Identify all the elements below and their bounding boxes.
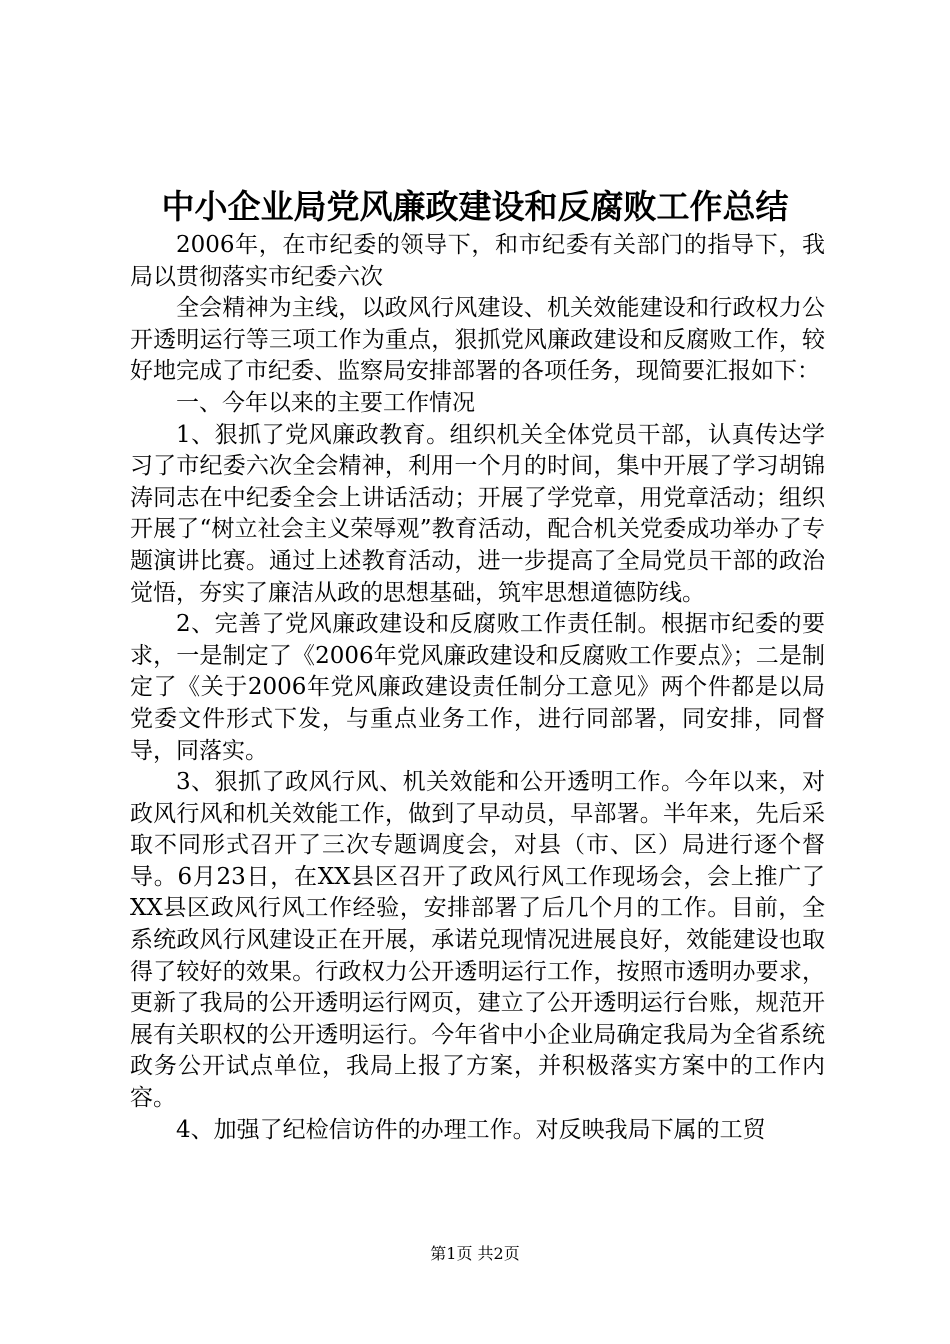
section-heading: 一、今年以来的主要工作情况 xyxy=(176,389,475,416)
paragraph-item-2: 2、完善了党风廉政建设和反腐败工作责任制。根据市纪委的要求，一是制定了《2006年党风廉政建设和反腐败工作要点》；二是制定了《关于2006年党风廉政建设责任制分工意见》两个件都是以局党委文件形式下发，与重点业务工作，进行同部署，同安排，同督导，同落实。 xyxy=(130,611,825,764)
paragraph-intro: 2006年，在市纪委的领导下，和市纪委有关部门的指导下，我局以贯彻落实市纪委六次 xyxy=(130,232,825,290)
document-title: 中小企业局党风廉政建设和反腐败工作总结 xyxy=(161,187,789,226)
document-body xyxy=(130,230,825,1146)
paragraph-item-1: 1、狠抓了党风廉政教育。组织机关全体党员干部，认真传达学习了市纪委六次全会精神，利用一个月的时间，集中开展了学习胡锦涛同志在中纪委全会上讲话活动；开展了学党章，用党章活动；组织开展了“树立社会主义荣辱观”教育活动，配合机关党委成功举办了专题演讲比赛。通过上述教育活动，进一步提高了全局党员干部的政治觉悟，夯实了廉洁从政的思想基础，筑牢思想道德防线。 xyxy=(130,421,825,606)
paragraph-item-3: 3、狠抓了政风行风、机关效能和公开透明工作。今年以来，对政风行风和机关效能工作，做到了早动员，早部署。半年来，先后采取不同形式召开了三次专题调度会，对县（市、区）局进行逐个督导。6月23日，在XX县区召开了政风行风工作现场会，会上推广了XX县区政风行风工作经验，安排部署了后几个月的工作。目前，全系统政风行风建设正在开展，承诺兑现情况进展良好，效能建设也取得了较好的效果。行政权力公开透明运行工作，按照市透明办要求，更新了我局的公开透明运行网页，建立了公开透明运行台账，规范开展有关职权的公开透明运行。今年省中小企业局确定我局为全省系统政务公开试点单位，我局上报了方案，并积极落实方案中的工作内容。 xyxy=(130,769,825,1112)
paragraph-item-4: 4、加强了纪检信访件的办理工作。对反映我局下属的工贸 xyxy=(176,1116,766,1143)
paragraph-intro-continued: 全会精神为主线，以政风行风建设、机关效能建设和行政权力公开透明运行等三项工作为重点，狠抓党风廉政建设和反腐败工作，较好地完成了市纪委、监察局安排部署的各项任务，现简要汇报如下： xyxy=(130,295,825,385)
page-number-footer: 第1页 共2页 xyxy=(430,1244,520,1263)
